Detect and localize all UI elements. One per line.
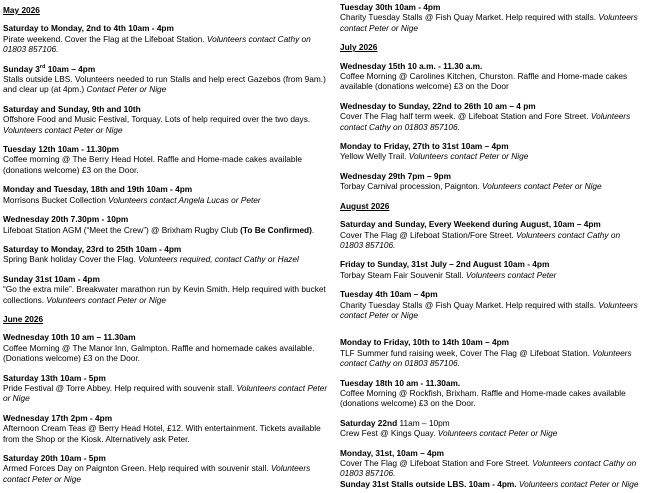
event-may-coffee-berry-head: Tuesday 12th 10am - 11.30pm Coffee morning @ The Berry Head Hotel. Raffle and Home-made cakes available (donations welcome) £3 on the Door.: [3, 144, 302, 175]
month-heading-july: July 2026: [340, 42, 378, 53]
event-may-spring-bank: Saturday to Monday, 23rd to 25th 10am - 4pm Spring Bank holiday Cover the Flag. Volunteers required, contact Cathy or Hazel: [3, 243, 299, 265]
event-aug-tlf-week: Monday to Friday, 10th to 14th 10am – 4pm TLF Summer fund raising week, Cover The Flag @ Lifeboat Station. Volunteers contact Cathy on 01803 857106.: [340, 337, 632, 369]
event-may-morrisons: Monday and Tuesday, 18th and 19th 10am - 4pm Morrisons Bucket Collection Volunteers contact Angela Lucas or Peter: [3, 184, 261, 205]
event-june-coffee-manor: Wednesday 10th 10 am – 11.30am Coffee Morning @ The Manor Inn, Galmpton. Raffle and homemade cakes available. (Donations welcome) £3 on the Door.: [3, 332, 315, 364]
month-heading-august: August 2026: [340, 200, 390, 211]
event-aug-bank-holiday: Monday, 31st, 10am – 4pm Cover The Flag @ Lifeboat Station and Fore Street. Volunteers contact Cathy on 01803 857106. Sunday 31st Stalls outside LBS. 10am - 4pm. Volunteers contact Peter or Nige: [340, 448, 642, 490]
month-heading-may: May 2026: [3, 5, 40, 15]
month-heading-june: June 2026: [3, 313, 44, 324]
event-june-pride: Saturday 13th 10am - 5pm Pride Festival @ Torre Abbey. Help required with souvenir stall. Volunteers contact Peter or Nige: [3, 372, 328, 404]
event-july-coffee-carolines: Wednesday 15th 10 a.m. - 11.30 a.m. Coffee Morning @ Carolines Kitchen, Churston. Raffle and Home-made cakes available (donations welcome) £3 on the Door: [340, 60, 628, 92]
left-column: [3, 2, 331, 493]
event-aug-crew-fest: Saturday 22nd 11am – 10pm Crew Fest @ Kings Quay. Volunteers contact Peter or Nige: [340, 417, 558, 439]
event-aug-weekends: Saturday and Sunday, Every Weekend during August, 10am – 4pm Cover The Flag @ Lifeboat Station/Fore Street. Volunteers contact Cathy on 01803 857106.: [340, 219, 621, 250]
event-may-agm: Wednesday 20th 7.30pm - 10pm Lifeboat Station AGM (“Meet the Crew”) @ Brixham Rugby Club (To Be Confirmed).: [3, 214, 315, 235]
event-may-pirate-weekend: Saturday to Monday, 2nd to 4th 10am - 4pm Pirate weekend. Cover the Flag at the Lifeboat Station. Volunteers contact Cathy on 01803 857106.: [3, 23, 311, 55]
event-aug-steam-fair: Friday to Sunday, 31st July – 2nd August 10am - 4pm Torbay Steam Fair Souvenir Stall. Volunteers contact Peter: [340, 259, 557, 280]
event-aug-charity-tuesday: Tuesday 4th 10am – 4pm Charity Tuesday Stalls @ Fish Quay Market. Help required with stalls. Volunteers contact Peter or Nige: [340, 289, 638, 320]
event-july-carnival: Wednesday 29th 7pm – 9pm Torbay Carnival procession, Paignton. Volunteers contact Peter or Nige: [340, 170, 602, 192]
event-may-stalls-lbs: Sunday 3rd 10am – 4pm Stalls outside LBS. Volunteers needed to run Stalls and help erect Gazebos (from 9am.) and clear up (at 4pm.) Contact Peter or Nige: [3, 63, 326, 95]
event-aug-stalls-lbs: Sunday 31st Stalls outside LBS. 10am - 4pm. Volunteers contact Peter or Nige: [340, 478, 639, 489]
event-june-charity-tuesday: Tuesday 30th 10am - 4pm Charity Tuesday Stalls @ Fish Quay Market. Help required with stalls. Volunteers contact Peter or Nige: [340, 2, 638, 33]
event-aug-coffee-rockfish: Tuesday 18th 10 am - 11.30am. Coffee Morning @ Rockfish, Brixham. Raffle and Home-made cakes available (donations welcome) £3 on the Door.: [340, 377, 626, 409]
event-july-yellow-welly: Monday to Friday, 27th to 31st 10am – 4pm Yellow Welly Trail. Volunteers contact Peter or Nige: [340, 141, 529, 162]
event-june-cream-teas: Wednesday 17th 2pm - 4pm Afternoon Cream Teas @ Berry Head Hotel, £12. With entertainment. Tickets available from the Shop or the Kiosk. Alternatively ask Peter.: [3, 412, 321, 444]
right-column: [340, 2, 642, 489]
event-july-half-term: Wednesday to Sunday, 22nd to 26th 10 am – 4 pm Cover The Flag half term week. @ Lifeboat Station and Fore Street. Volunteers contact Cathy on 01803 857106.: [340, 100, 631, 132]
event-may-food-festival: Saturday and Sunday, 9th and 10th Offshore Food and Music Festival, Torquay. Lots of help required over the two days. Volunteers contact Peter or Nige: [3, 103, 311, 135]
event-june-armed-forces: Saturday 20th 10am - 5pm Armed Forces Day on Paignton Green. Help required with souvenir stall. Volunteers contact Peter or Nige: [3, 453, 311, 484]
event-may-extra-mile: Sunday 31st 10am - 4pm “Go the extra mile”. Breakwater marathon run by Kevin Smith. Help required with bucket collections. Volunteers contact Peter or Nige: [3, 273, 326, 305]
